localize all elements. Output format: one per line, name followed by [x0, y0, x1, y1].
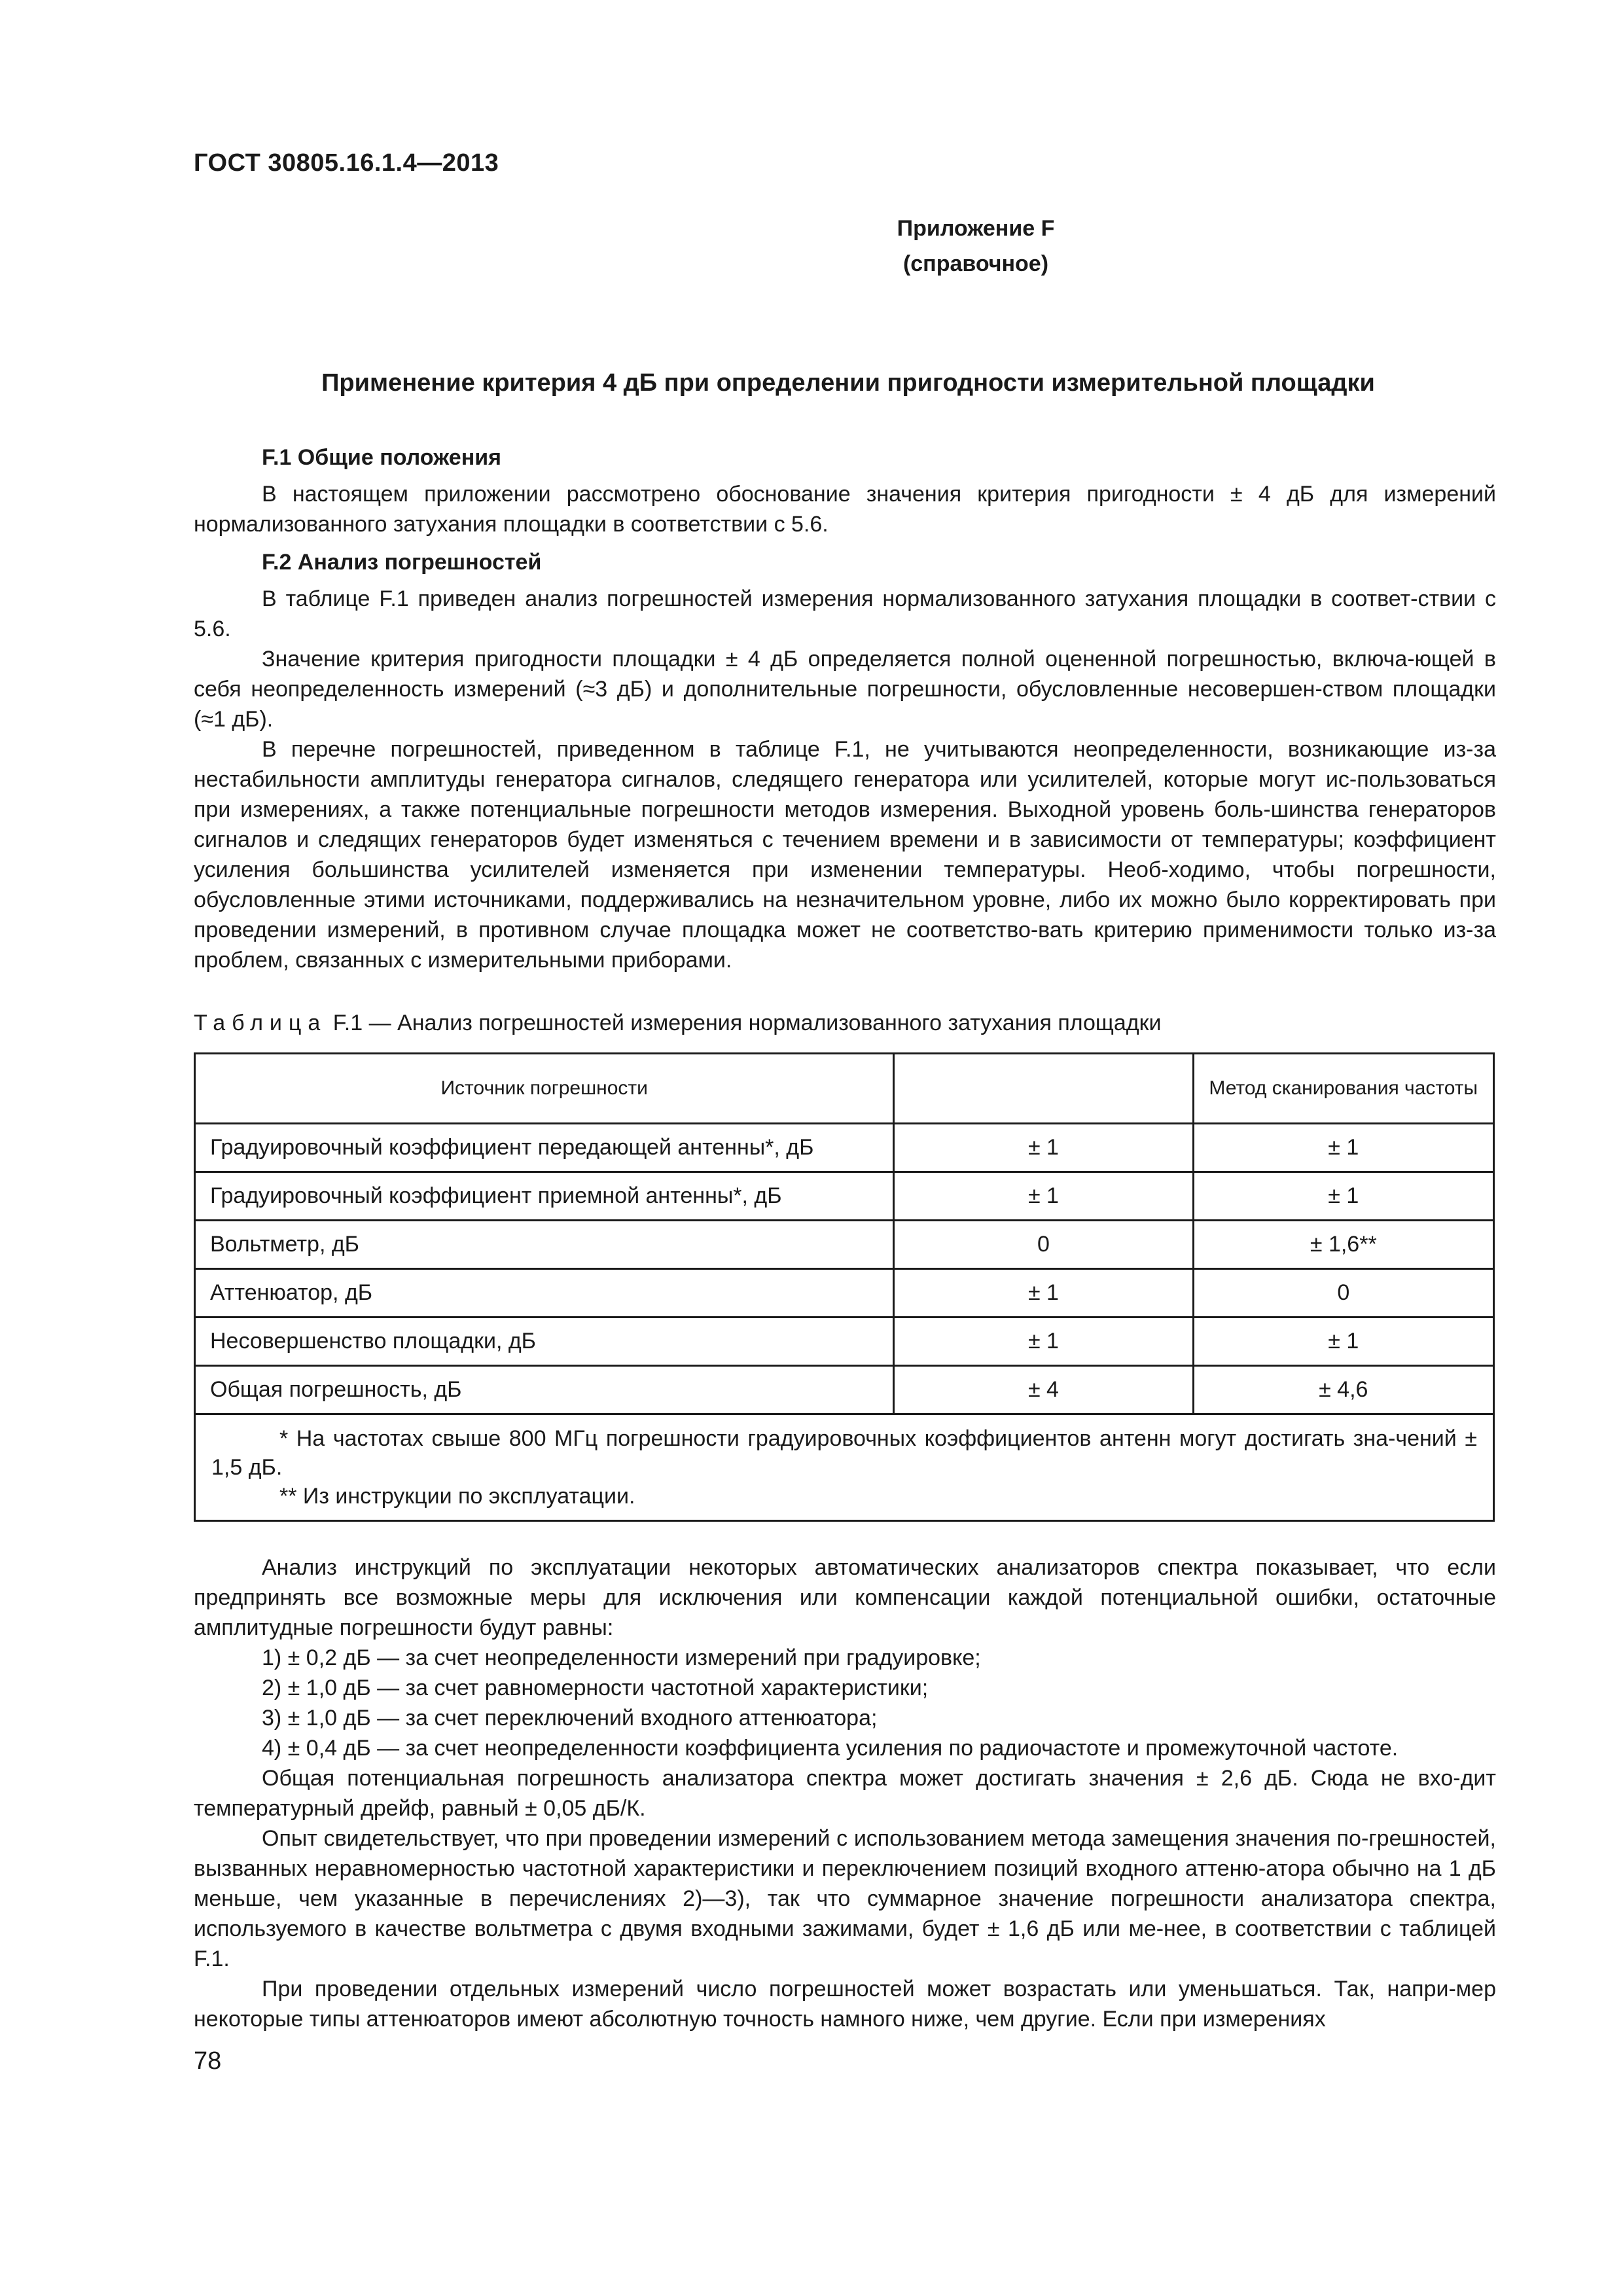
paragraph: В таблице F.1 приведен анализ погрешностей измерения нормализованного затухания площадки в соответ-ствии с 5.6. — [194, 586, 1496, 641]
header-source: Источник погрешности — [195, 1054, 894, 1124]
row-value-2: ± 1 — [1193, 1124, 1493, 1172]
page-number: 78 — [194, 2047, 222, 2075]
row-value-2: ± 1 — [1193, 1318, 1493, 1366]
table-notes — [195, 1414, 1494, 1521]
list-item: 1) ± 0,2 дБ — за счет неопределенности измерений при градуировке; — [262, 1645, 981, 1670]
document-code: ГОСТ 30805.16.1.4—2013 — [194, 149, 499, 177]
table-row — [195, 1124, 1494, 1172]
row-source: Градуировочный коэффициент приемной антенны*, дБ — [195, 1172, 894, 1221]
row-value-1: ± 4 — [894, 1366, 1193, 1414]
paragraph: В перечне погрешностей, приведенном в таблице F.1, не учитываются неопределенности, возникающие из-за нестабильности амплитуды генератора сигналов, следящего генератора или усилителей, которые могут ис-пользоваться при измерениях, а также потенциальные погрешности методов измерения. Выходной уровень боль-шинства генераторов сигналов и следящих генераторов будет изменяться с течением времени и в зависимости от температуры; коэффициент усиления большинства усилителей изменяется при изменении температуры. Необ-ходимо, чтобы погрешности, обусловленные этими источниками, поддерживались на незначительном уровне, либо их можно было корректировать при проведении измерений, в противном случае площадка может не соответство-вать критерию применимости только из-за проблем, связанных с измерительными приборами. — [194, 737, 1496, 973]
paragraph: Общая потенциальная погрешность анализатора спектра может достигать значения ± 2,6 дБ. Сюда не вхо-дит температурный дрейф, равный ± 0,05 дБ/К. — [194, 1766, 1496, 1821]
row-value-1: ± 1 — [894, 1124, 1193, 1172]
uncertainty-table — [194, 1052, 1495, 1522]
table-header-row — [195, 1054, 1494, 1124]
appendix-kind: (справочное) — [902, 251, 1049, 276]
list-item: 3) ± 1,0 дБ — за счет переключений входного аттенюатора; — [262, 1706, 878, 1731]
table-note: ** Из инструкции по эксплуатации. — [279, 1484, 635, 1509]
table-note: * На частотах свыше 800 МГц погрешности градуировочных коэффициентов антенн могут достигать зна-чений ± 1,5 дБ. — [211, 1426, 1477, 1480]
row-value-1: ± 1 — [894, 1269, 1193, 1318]
table-row — [195, 1318, 1494, 1366]
paragraph: В настоящем приложении рассмотрено обоснование значения критерия пригодности ± 4 дБ для измерений нормализованного затухания площадки в соответствии с 5.6. — [194, 482, 1496, 537]
appendix-heading — [194, 211, 1496, 281]
paragraph: Анализ инструкций по эксплуатации некоторых автоматических анализаторов спектра показывает, что если предпринять все возможные меры для исключения или компенсации каждой потенциальной ошибки, остаточные амплитудные погрешности будут равны: — [194, 1555, 1496, 1640]
row-source: Общая погрешность, дБ — [195, 1366, 894, 1414]
row-source: Аттенюатор, дБ — [195, 1269, 894, 1318]
row-value-2: ± 1,6** — [1193, 1221, 1493, 1269]
section-heading-f2: F.2 Анализ погрешностей — [262, 550, 542, 575]
row-value-2: ± 1 — [1193, 1172, 1493, 1221]
header-blank — [894, 1054, 1193, 1124]
table-notes-row — [195, 1414, 1494, 1521]
table-caption — [194, 1008, 1161, 1038]
table-row — [195, 1366, 1494, 1414]
paragraph: Опыт свидетельствует, что при проведении измерений с использованием метода замещения значения по-грешностей, вызванных неравномерностью частотной характеристики и переключением позиций входного аттеню-атора обычно на 1 дБ меньше, чем указанные в перечислениях 2)—3), так что суммарное значение погрешности анализатора спектра, используемого в качестве вольтметра с двумя входными зажимами, будет ± 1,6 дБ или ме-нее, в соответствии с таблицей F.1. — [194, 1826, 1496, 1971]
table-caption-text: F.1 — Анализ погрешностей измерения нормализованного затухания площадки — [332, 1011, 1162, 1035]
table-caption-word: Таблица — [194, 1011, 327, 1035]
header-sweep-method: Метод сканирования частоты — [1193, 1054, 1493, 1124]
row-source: Вольтметр, дБ — [195, 1221, 894, 1269]
row-value-1: ± 1 — [894, 1318, 1193, 1366]
table-row — [195, 1269, 1494, 1318]
list-item: 4) ± 0,4 дБ — за счет неопределенности коэффициента усиления по радиочастоте и промежуточной частоте. — [262, 1736, 1399, 1761]
row-source: Несовершенство площадки, дБ — [195, 1318, 894, 1366]
section-heading-f1: F.1 Общие положения — [262, 445, 501, 470]
body-section-1-2 — [194, 435, 1496, 975]
table-row — [195, 1221, 1494, 1269]
row-value-1: ± 1 — [894, 1172, 1193, 1221]
row-source: Градуировочный коэффициент передающей антенны*, дБ — [195, 1124, 894, 1172]
row-value-2: 0 — [1193, 1269, 1493, 1318]
main-title: Применение критерия 4 дБ при определении пригодности измерительной площадки — [321, 369, 1375, 397]
paragraph: Значение критерия пригодности площадки ± 4 дБ определяется полной оцененной погрешностью, включа-ющей в себя неопределенность измерений (≈3 дБ) и дополнительные погрешности, обусловленные несовершен-ством площадки (≈1 дБ). — [194, 647, 1496, 732]
paragraph: При проведении отдельных измерений число погрешностей может возрастать или уменьшаться. Так, напри-мер некоторые типы аттенюаторов имеют абсолютную точность намного ниже, чем другие. Если при измерениях — [194, 1977, 1496, 2032]
table-row — [195, 1172, 1494, 1221]
row-value-2: ± 4,6 — [1193, 1366, 1493, 1414]
appendix-title: Приложение F — [897, 216, 1055, 241]
body-after-table — [194, 1552, 1496, 2034]
row-value-1: 0 — [894, 1221, 1193, 1269]
list-item: 2) ± 1,0 дБ — за счет равномерности частотной характеристики; — [262, 1676, 929, 1700]
